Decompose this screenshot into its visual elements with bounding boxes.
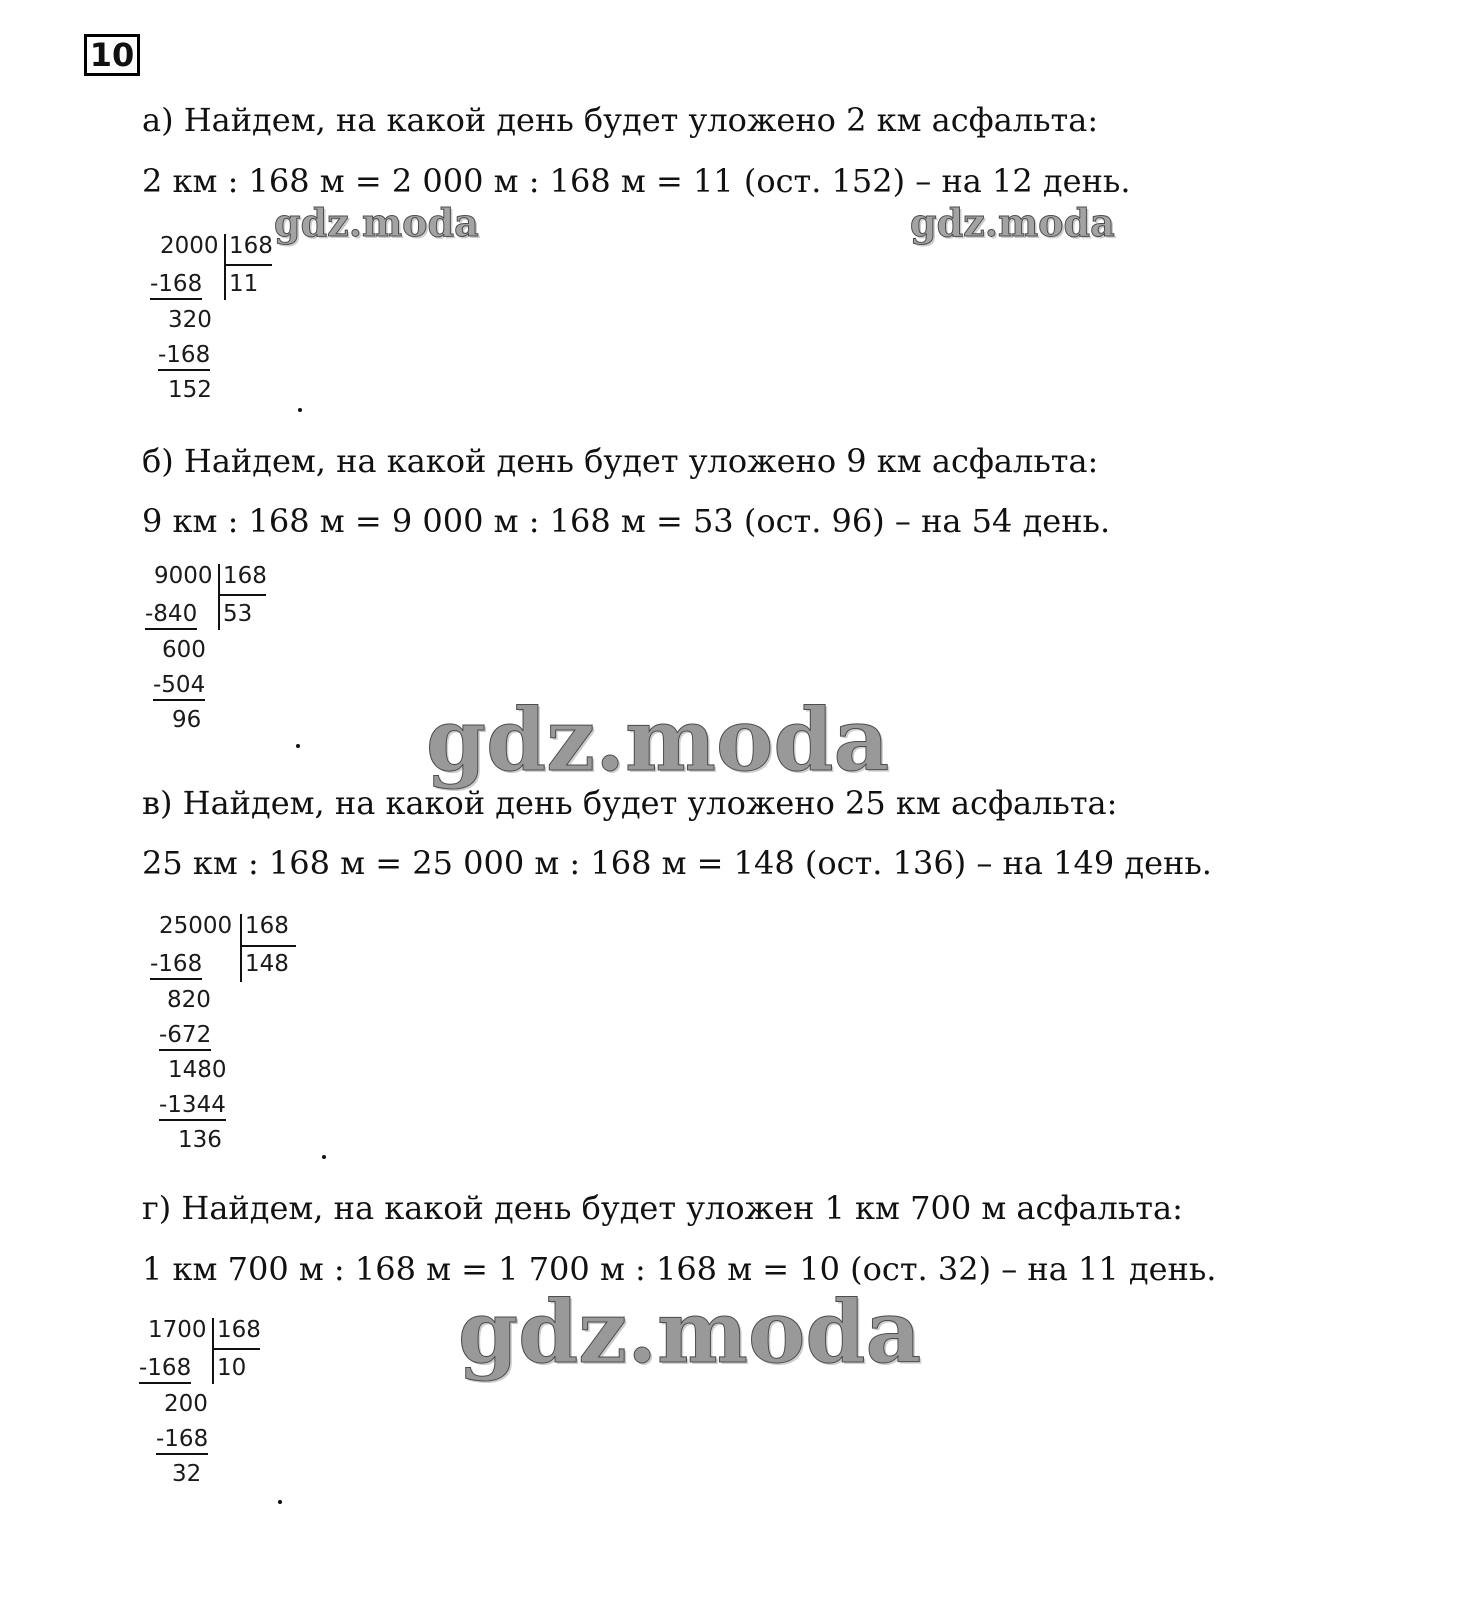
step-1: -168	[150, 950, 202, 980]
divisor: 168	[217, 1317, 261, 1343]
quotient: 11	[229, 271, 259, 297]
dot-mark	[296, 744, 300, 748]
dividend: 1700	[148, 1317, 207, 1343]
division-bar-horizontal	[212, 1348, 260, 1350]
watermark-logo: gdz.moda	[458, 1282, 922, 1383]
part-d-equation: 1 км 700 м : 168 м = 1 700 м : 168 м = 10 (ост. 32) – на 11 день.	[142, 1250, 1217, 1288]
watermark-logo: gdz.moda	[274, 200, 479, 245]
part-c-long-division	[140, 912, 310, 1162]
dividend: 9000	[154, 563, 213, 589]
part-a-heading: а) Найдем, на какой день будет уложено 2 км асфальта:	[142, 101, 1099, 139]
dot-mark	[278, 1500, 282, 1504]
part-c-equation: 25 км : 168 м = 25 000 м : 168 м = 148 (ост. 136) – на 149 день.	[142, 844, 1212, 882]
remainder: 152	[168, 377, 212, 403]
step-1: -168	[150, 270, 202, 300]
dot-mark	[298, 408, 302, 412]
step-3: -168	[156, 1425, 208, 1455]
part-b-heading: б) Найдем, на какой день будет уложено 9 км асфальта:	[142, 442, 1099, 480]
division-bar-vertical	[218, 564, 220, 630]
part-d-long-division	[136, 1316, 286, 1496]
dividend: 25000	[159, 913, 233, 939]
part-b-equation: 9 км : 168 м = 9 000 м : 168 м = 53 (ост. 96) – на 54 день.	[142, 502, 1111, 540]
division-bar-horizontal	[240, 945, 296, 947]
step-1: -840	[145, 600, 197, 630]
step-5: -1344	[159, 1091, 226, 1121]
dividend: 2000	[160, 233, 219, 259]
division-bar-vertical	[212, 1318, 214, 1384]
task-number: 10	[84, 34, 140, 76]
step-3: -504	[153, 671, 205, 701]
quotient: 53	[223, 601, 253, 627]
step-2: 200	[164, 1391, 208, 1417]
watermark-logo: gdz.moda	[910, 200, 1115, 245]
quotient: 148	[245, 951, 289, 977]
watermark-logo: gdz.moda	[426, 690, 890, 791]
step-2: 320	[168, 307, 212, 333]
step-1: -168	[139, 1354, 191, 1384]
step-2: 820	[167, 987, 211, 1013]
division-bar-horizontal	[218, 594, 266, 596]
part-b-long-division	[140, 562, 290, 742]
part-c-heading: в) Найдем, на какой день будет уложено 25 км асфальта:	[142, 784, 1118, 822]
remainder: 32	[172, 1461, 202, 1487]
division-bar-vertical	[224, 234, 226, 300]
divisor: 168	[229, 233, 273, 259]
division-bar-horizontal	[224, 264, 272, 266]
quotient: 10	[217, 1355, 247, 1381]
division-bar-vertical	[240, 914, 242, 982]
remainder: 96	[172, 707, 202, 733]
part-d-heading: г) Найдем, на какой день будет уложен 1 км 700 м асфальта:	[142, 1189, 1183, 1227]
part-a-long-division	[140, 232, 290, 412]
step-3: -168	[158, 341, 210, 371]
step-2: 600	[162, 637, 206, 663]
step-4: 1480	[168, 1057, 227, 1083]
dot-mark	[322, 1155, 326, 1159]
remainder: 136	[178, 1127, 222, 1153]
step-3: -672	[159, 1021, 211, 1051]
divisor: 168	[223, 563, 267, 589]
divisor: 168	[245, 913, 289, 939]
part-a-equation: 2 км : 168 м = 2 000 м : 168 м = 11 (ост. 152) – на 12 день.	[142, 162, 1131, 200]
